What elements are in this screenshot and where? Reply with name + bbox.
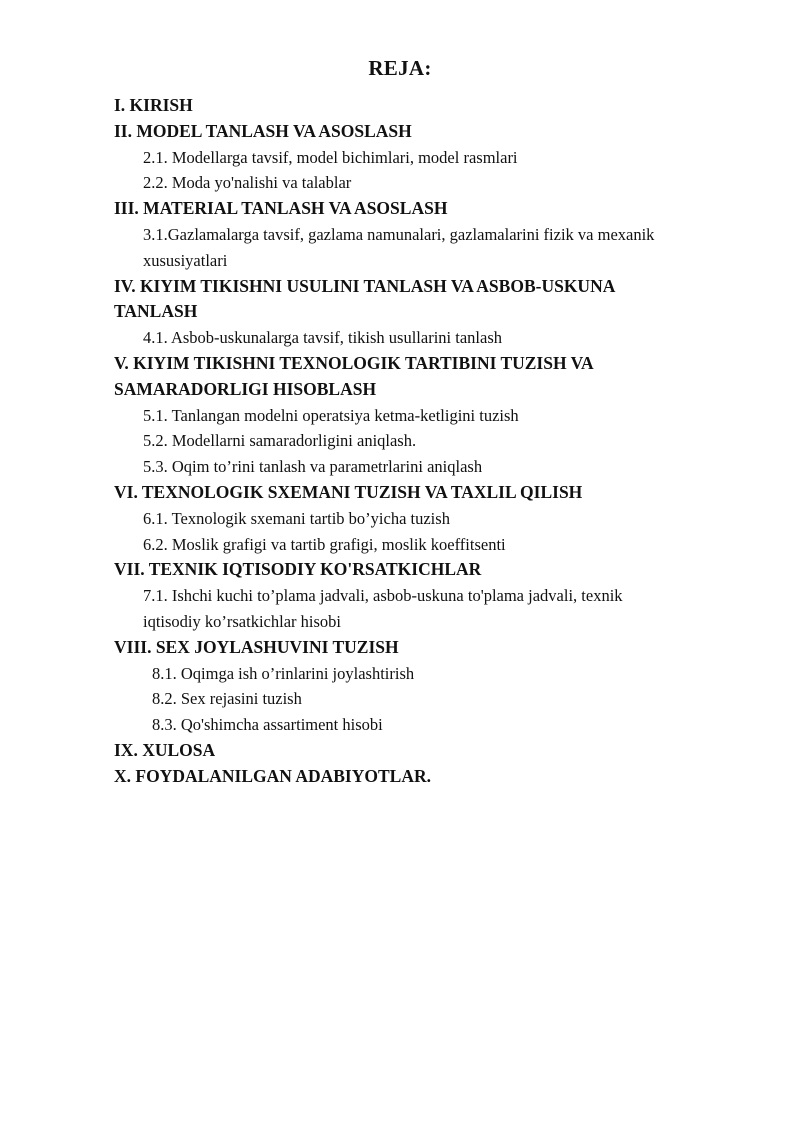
toc-subsection-5-2: 5.2. Modellarni samaradorligini aniqlash. [143, 431, 417, 451]
toc-section-4: IV. KIYIM TIKISHNI USULINI TANLASH VA ASBOB-USKUNA [114, 275, 616, 296]
toc-subsection-3-1: 3.1.Gazlamalarga tavsif, gazlama namunalari, gazlamalarini fizik va mexanik [143, 224, 655, 244]
toc-subsection-4-1: 4.1. Asbob-uskunalarga tavsif, tikish usullarini tanlash [143, 328, 502, 348]
toc-subsection-7-1-cont: iqtisodiy ko’rsatkichlar hisobi [143, 611, 341, 631]
toc-subsection-5-1: 5.1. Tanlangan modelni operatsiya ketma-ketligini tuzish [143, 405, 519, 425]
toc-section-5-cont: SAMARADORLIGI HISOBLASH [114, 378, 377, 399]
toc-section-1: I. KIRISH [114, 95, 193, 115]
table-of-contents [114, 93, 734, 790]
toc-subsection-3-1-cont: xususiyatlari [143, 250, 228, 270]
toc-subsection-6-2: 6.2. Moslik grafigi va tartib grafigi, moslik koeffitsenti [143, 534, 506, 554]
toc-subsection-8-3: 8.3. Qo'shimcha assartiment hisobi [152, 715, 383, 735]
toc-subsection-2-2: 2.2. Moda yo'nalishi va talablar [143, 173, 352, 193]
toc-section-4-cont: TANLASH [114, 301, 198, 322]
toc-section-9: IX. XULOSA [114, 739, 216, 760]
toc-subsection-7-1: 7.1. Ishchi kuchi to’plama jadvali, asbob-uskuna to'plama jadvali, texnik [143, 586, 623, 606]
toc-subsection-6-1: 6.1. Texnologik sxemani tartib bo’yicha tuzish [143, 508, 450, 528]
toc-section-3: III. MATERIAL TANLASH VA ASOSLASH [114, 198, 448, 219]
toc-section-8: VIII. SEX JOYLASHUVINI TUZISH [114, 636, 399, 657]
page-title: REJA: [368, 56, 432, 80]
toc-section-7: VII. TEXNIK IQTISODIY KO'RSATKICHLAR [114, 559, 482, 580]
toc-section-6: VI. TEXNOLOGIK SXEMANI TUZISH VA TAXLIL QILISH [114, 481, 583, 502]
toc-section-2: II. MODEL TANLASH VA ASOSLASH [114, 120, 412, 141]
toc-section-5: V. KIYIM TIKISHNI TEXNOLOGIK TARTIBINI TUZISH VA [114, 352, 594, 373]
toc-subsection-5-3: 5.3. Oqim to’rini tanlash va parametrlarini aniqlash [143, 457, 483, 477]
toc-subsection-8-1: 8.1. Oqimga ish o’rinlarini joylashtirish [152, 663, 415, 683]
toc-section-10: X. FOYDALANILGAN ADABIYOTLAR. [114, 765, 431, 786]
toc-subsection-8-2: 8.2. Sex rejasini tuzish [152, 689, 302, 709]
toc-subsection-2-1: 2.1. Modellarga tavsif, model bichimlari, model rasmlari [143, 147, 518, 167]
